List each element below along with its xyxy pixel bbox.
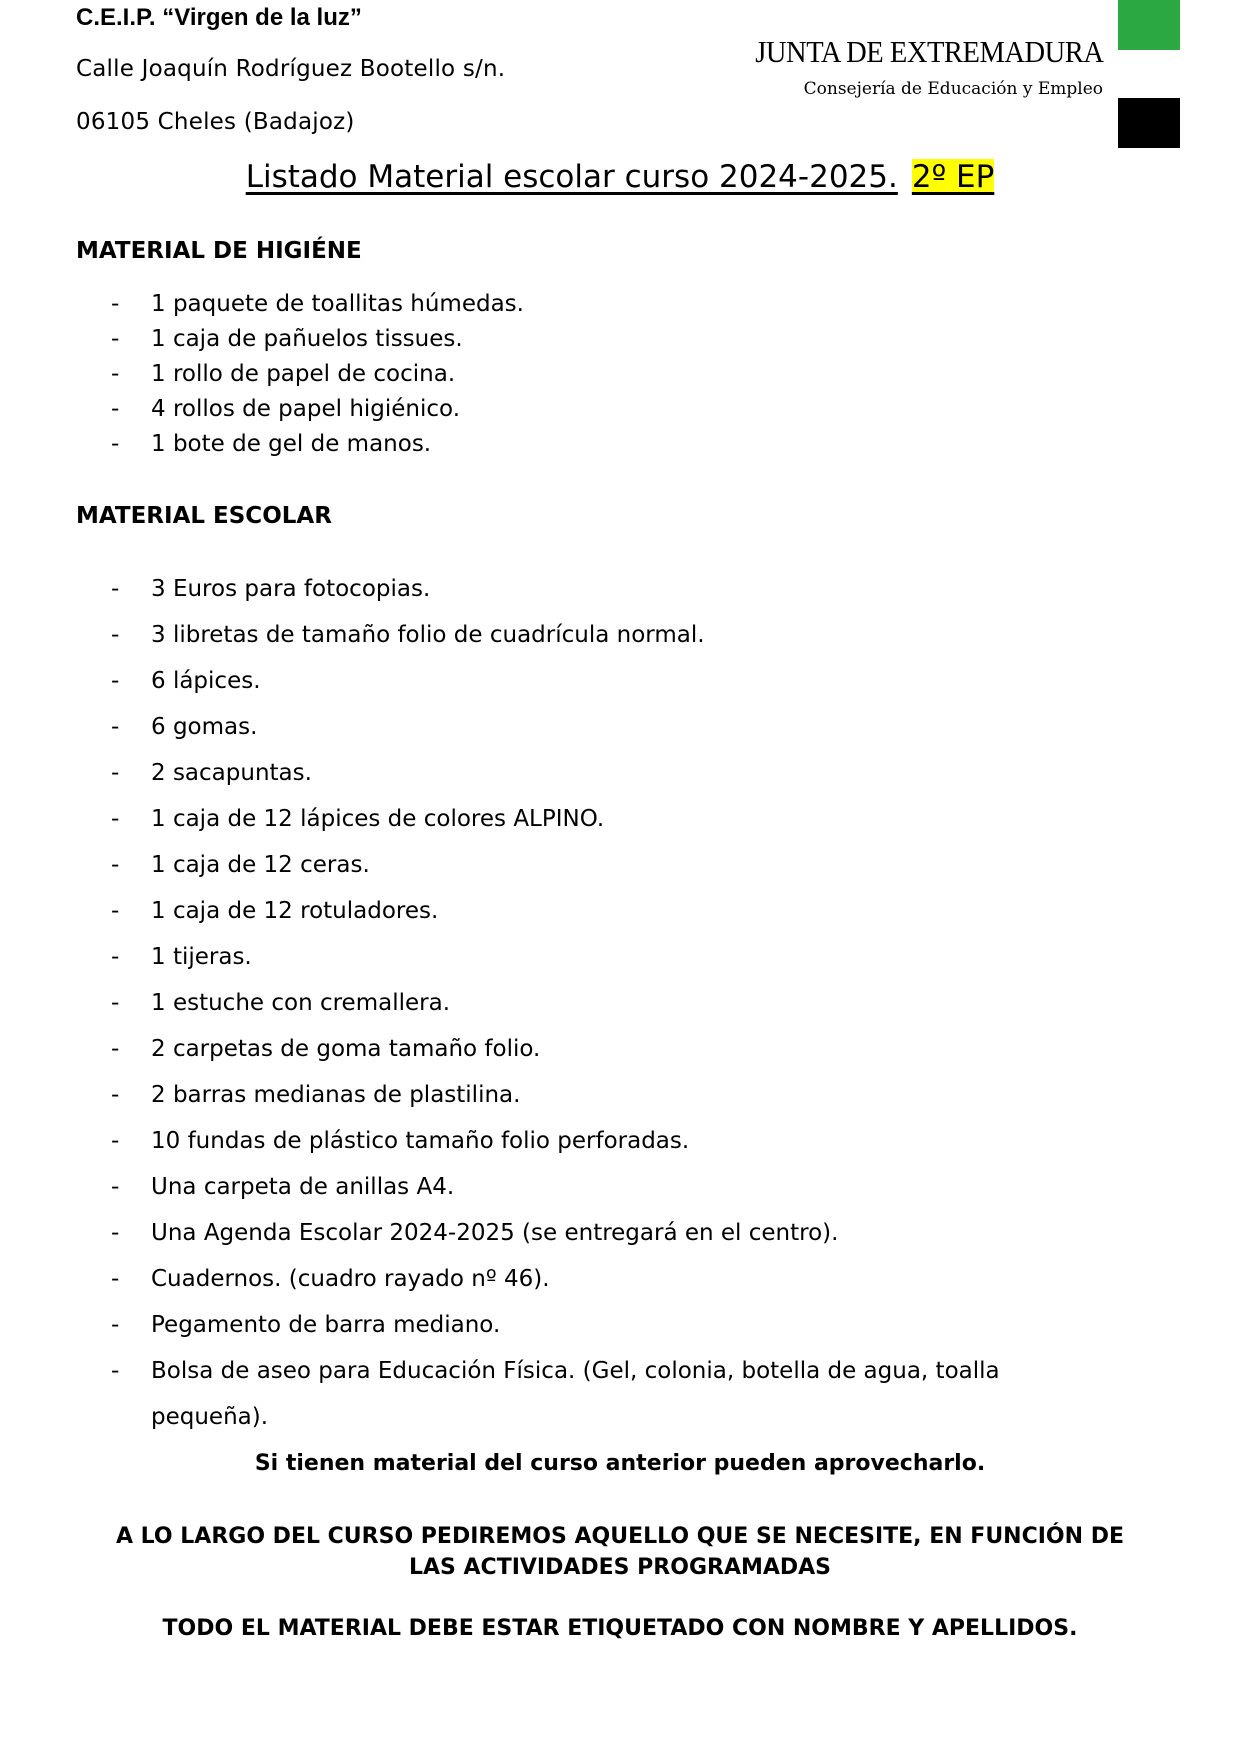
bullet-dash: - bbox=[111, 361, 120, 387]
logo-title: JUNTA DE EXTREMADURA bbox=[754, 34, 1103, 69]
list-item: - 2 carpetas de goma tamaño folio. bbox=[111, 1036, 541, 1062]
page-title bbox=[0, 159, 1240, 195]
school-material-list bbox=[76, 566, 1116, 1440]
list-item: - 1 caja de 12 ceras. bbox=[111, 852, 370, 878]
list-item: - Cuadernos. (cuadro rayado nº 46). bbox=[111, 1266, 550, 1292]
list-item: - Bolsa de aseo para Educación Física. (Gel, colonia, botella de agua, toalla pequeña). bbox=[111, 1358, 1000, 1430]
title-level: 2º EP bbox=[911, 159, 995, 195]
list-item: - 1 estuche con cremallera. bbox=[111, 990, 450, 1016]
logo-black-square bbox=[1118, 98, 1180, 148]
junta-logo bbox=[754, 0, 1145, 150]
school-address: Calle Joaquín Rodríguez Bootello s/n. bbox=[76, 56, 506, 82]
list-item: - Pegamento de barra mediano. bbox=[111, 1312, 501, 1338]
list-item: - 1 caja de pañuelos tissues. bbox=[76, 322, 1116, 357]
list-item: - 3 libretas de tamaño folio de cuadrícula normal. bbox=[111, 622, 705, 648]
list-item: - 1 caja de 12 rotuladores. bbox=[111, 898, 439, 924]
logo-subtitle: Consejería de Educación y Empleo bbox=[803, 79, 1103, 99]
list-item: - 4 rollos de papel higiénico. bbox=[76, 392, 1116, 427]
list-item: - 10 fundas de plástico tamaño folio perforadas. bbox=[111, 1128, 690, 1154]
list-item: - 2 barras medianas de plastilina. bbox=[111, 1082, 521, 1108]
school-city: 06105 Cheles (Badajoz) bbox=[76, 109, 355, 135]
school-name: C.E.I.P. “Virgen de la luz” bbox=[76, 4, 362, 31]
bullet-dash: - bbox=[111, 326, 120, 352]
list-item: - 1 tijeras. bbox=[111, 944, 252, 970]
list-item: - 1 paquete de toallitas húmedas. bbox=[76, 287, 1116, 322]
list-item: - 3 Euros para fotocopias. bbox=[111, 576, 431, 602]
list-item: - 1 bote de gel de manos. bbox=[76, 427, 1116, 462]
list-item: - 2 sacapuntas. bbox=[111, 760, 312, 786]
bullet-dash: - bbox=[111, 291, 120, 317]
list-item: - 1 caja de 12 lápices de colores ALPINO. bbox=[111, 806, 605, 832]
list-item: - Una carpeta de anillas A4. bbox=[111, 1174, 455, 1200]
school-material-heading: MATERIAL ESCOLAR bbox=[76, 503, 332, 529]
list-item: - 6 lápices. bbox=[111, 668, 261, 694]
hygiene-heading: MATERIAL DE HIGIÉNE bbox=[76, 238, 362, 264]
note-labeling: TODO EL MATERIAL DEBE ESTAR ETIQUETADO CON NOMBRE Y APELLIDOS. bbox=[162, 1616, 1078, 1641]
bullet-dash: - bbox=[111, 396, 120, 422]
list-item: - Una Agenda Escolar 2024-2025 (se entregará en el centro). bbox=[111, 1220, 839, 1246]
list-item: - 6 gomas. bbox=[111, 714, 258, 740]
logo-green-square bbox=[1118, 0, 1180, 50]
note-previous-material: Si tienen material del curso anterior pueden aprovecharlo. bbox=[254, 1451, 986, 1476]
hygiene-list bbox=[76, 287, 1116, 462]
list-item: - 1 rollo de papel de cocina. bbox=[76, 357, 1116, 392]
bullet-dash: - bbox=[111, 431, 120, 457]
title-main: Listado Material escolar curso 2024-2025. bbox=[245, 159, 898, 195]
note-during-course: A LO LARGO DEL CURSO PEDIREMOS AQUELLO QUE SE NECESITE, EN FUNCIÓN DE LAS ACTIVIDADES PROGRAMADAS bbox=[116, 1524, 1124, 1580]
